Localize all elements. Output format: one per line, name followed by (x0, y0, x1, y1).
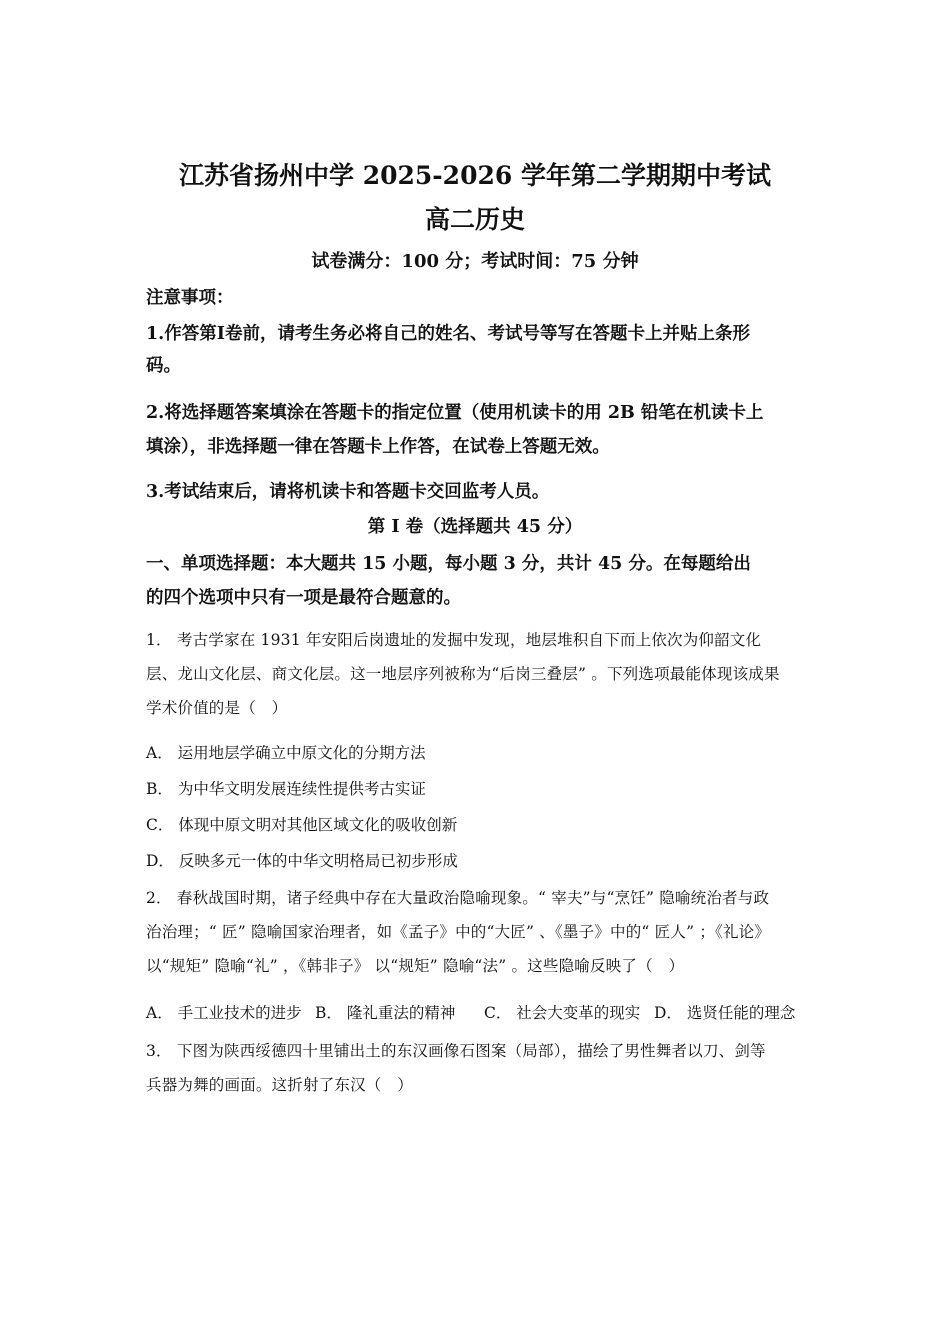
question-1-line-1: 1． 考古学家在 1931 年安阳后岗遗址的发掘中发现，地层堆积自下而上依次为仰韶文化 (146, 631, 762, 649)
question-3-line-2: 兵器为舞的画面。这折射了东汉（ ） (146, 1076, 413, 1094)
notice-item-2-line-1: 2.将选择题答案填涂在答题卡的指定位置（使用机读卡的用 2B 铅笔在机读卡上 (146, 403, 764, 423)
notice-heading: 注意事项： (146, 288, 234, 308)
question-2-line-2: 治治理；“ 匠” 隐喻国家治理者，如《孟子》中的“大匠” 、《墨子》中的“ 匠人” ；《礼论》 (146, 923, 771, 941)
question-1-option-d: D． 反映多元一体的中华文明格局已初步形成 (146, 852, 458, 870)
exam-title: 江苏省扬州中学 2025-2026 学年第二学期期中考试 (179, 161, 771, 190)
notice-item-1-line-1: 1.作答第I卷前，请考生务必将自己的姓名、考试号等写在答题卡上并贴上条形 (146, 324, 750, 344)
question-2-option-a: A． 手工业技术的进步 (146, 1004, 302, 1022)
question-2-option-b: B． 隆礼重法的精神 (315, 1004, 456, 1022)
question-1-option-b: B． 为中华文明发展连续性提供考古实证 (146, 780, 426, 798)
notice-item-3: 3.考试结束后，请将机读卡和答题卡交回监考人员。 (146, 482, 550, 502)
question-1-line-2: 层、龙山文化层、商文化层。这一地层序列被称为“后岗三叠层” 。下列选项最能体现该成果 (146, 665, 780, 683)
question-2-line-1: 2． 春秋战国时期，诸子经典中存在大量政治隐喻现象。“ 宰夫”与“烹饪” 隐喻统治者与政 (146, 889, 770, 907)
question-2-line-3: 以“规矩” 隐喻“礼” ，《韩非子》 以“规矩” 隐喻“法” 。这些隐喻反映了（ ） (146, 957, 685, 975)
section-instruction-line-1: 一、单项选择题：本大题共 15 小题，每小题 3 分，共计 45 分。在每题给出 (146, 554, 751, 574)
exam-info: 试卷满分：100 分；考试时间：75 分钟 (311, 251, 639, 272)
question-1-line-3: 学术价值的是（ ） (146, 699, 288, 717)
notice-item-1-line-2: 码。 (146, 356, 181, 376)
question-2-option-d: D． 选贤任能的理念 (654, 1004, 796, 1022)
question-3-line-1: 3． 下图为陕西绥德四十里铺出土的东汉画像石图案（局部），描绘了男性舞者以刀、剑等 (146, 1042, 766, 1060)
question-1-option-a: A． 运用地层学确立中原文化的分期方法 (146, 744, 426, 762)
question-1-option-c: C． 体现中原文明对其他区域文化的吸收创新 (146, 816, 458, 834)
notice-item-2-line-2: 填涂），非选择题一律在答题卡上作答，在试卷上答题无效。 (146, 437, 610, 457)
section-instruction-line-2: 的四个选项中只有一项是最符合题意的。 (146, 588, 461, 608)
question-2-option-c: C． 社会大变革的现实 (484, 1004, 641, 1022)
part-title: 第 I 卷（选择题共 45 分） (367, 517, 583, 537)
subject-title: 高二历史 (424, 205, 525, 234)
